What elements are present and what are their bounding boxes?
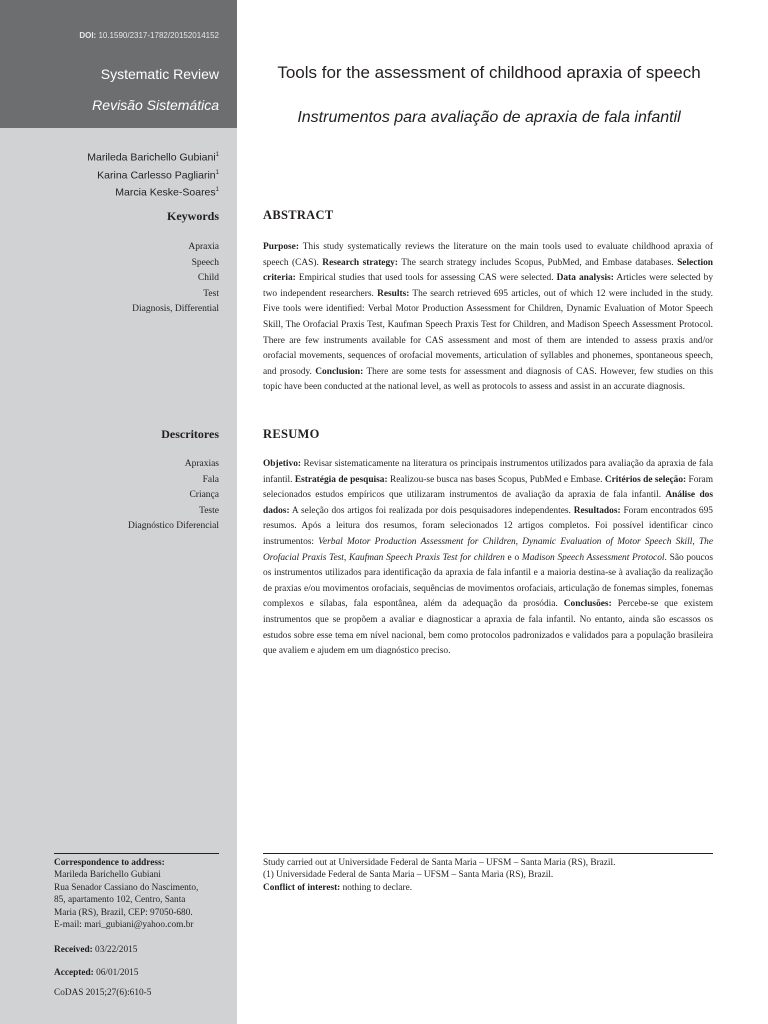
study-location-note: Study carried out at Universidade Federal de Santa Maria – UFSM – Santa Maria (RS), Brazil.	[263, 858, 616, 868]
article-title-pt: Instrumentos para avaliação de apraxia de fala infantil	[297, 109, 681, 126]
conflict-note: Conflict of interest: nothing to declare.	[263, 882, 413, 893]
doi-value: 10.1590/2317-1782/20152014152	[98, 31, 219, 40]
keyword: Apraxia	[188, 242, 219, 252]
correspondence-line: 85, apartamento 102, Centro, Santa	[54, 895, 186, 906]
footnote-divider	[263, 853, 713, 854]
descritor: Diagnóstico Diferencial	[127, 521, 219, 532]
doi-label: DOI:	[79, 31, 97, 40]
keywords-heading: Keywords	[167, 209, 219, 223]
descritor: Teste	[199, 505, 219, 516]
correspondence-line: Rua Senador Cassiano do Nascimento,	[54, 882, 199, 893]
author-name: Karina Carlesso Pagliarin$^1$	[97, 169, 219, 181]
received-date: Received: 03/22/2015	[54, 945, 138, 955]
keyword: Speech	[191, 257, 219, 268]
abstract-heading: ABSTRACT	[263, 208, 334, 222]
correspondence-line: Maria (RS), Brazil, CEP: 97050-680.	[54, 907, 193, 918]
keyword: Diagnosis, Differential	[132, 304, 219, 315]
article-title-en: Tools for the assessment of childhood apraxia of speech	[277, 63, 701, 82]
accepted-date: Accepted: 06/01/2015	[54, 968, 139, 978]
descritor: Criança	[189, 490, 219, 501]
correspondence-divider	[54, 853, 219, 854]
doi-line[interactable]	[79, 31, 219, 40]
author-list	[87, 148, 219, 201]
keyword: Child	[197, 273, 219, 284]
section-type-pt: Revisão Sistemática	[92, 97, 219, 113]
descritor: Apraxias	[184, 459, 219, 469]
abstract-body: Purpose: This study systematically reviews the literature on the main tools used to evaluate childhood apraxia of speech (CAS). Research strategy: The search strategy includes Scopus, PubMed, and Embase databases. Selection criteria: Empirical studies that used tools for assessing CAS were selected. Data analysis: Articles were selected by two independent researchers. Results: The search retrieved 695 articles, out of which 12 were included in the study. Five tools were identified: Verbal Motor Production Assessment for Children, Dynamic Evaluation of Motor Speech Skill, The Orofacial Praxis Test, Kaufman Speech Praxis Test for Children, and Madison Speech Assessment Protocol. There are few instruments available for CAS assessment and most of them are intended to assess praxis and/or orofacial movements, sequences of orofacial movements, articulation of syllables and phonemes, spontaneous speech, and prosody. Conclusion: There are some tests for assessment and diagnosis of CAS. However, few studies on this topic have been conducted at the national level, as well as protocols to assess and assist in an accurate diagnosis.	[263, 242, 714, 393]
keyword: Test	[203, 288, 219, 299]
journal-citation: CoDAS 2015;27(6):610-5	[54, 988, 152, 998]
correspondence-line: Marileda Barichello Gubiani	[54, 870, 161, 881]
author-name: Marcia Keske-Soares$^1$	[115, 186, 219, 199]
descritores-heading: Descritores	[161, 427, 219, 441]
resumo-heading: RESUMO	[263, 427, 320, 441]
affiliation-note: (1) Universidade Federal de Santa Maria – UFSM – Santa Maria (RS), Brazil.	[263, 870, 554, 881]
correspondence-email[interactable]: E-mail: mari_gubiani@yahoo.com.br	[54, 920, 194, 931]
keywords-list	[132, 240, 219, 318]
correspondence-label: Correspondence to address:	[54, 858, 165, 868]
footnotes	[263, 857, 713, 894]
section-type-en: Systematic Review	[100, 66, 219, 82]
descritor: Fala	[202, 474, 219, 485]
author-name: Marileda Barichello Gubiani$^1$	[87, 151, 219, 164]
descritores-list	[128, 457, 219, 535]
resumo-body: Objetivo: Revisar sistematicamente na literatura os principais instrumentos utilizados para avaliação da apraxia de fala infantil. Estratégia de pesquisa: Realizou-se busca nas bases Scopus, PubMed e Embase. Critérios de seleção: Foram selecionados estudos empíricos que utilizaram instrumentos de avaliação da apraxia de fala infantil. Análise dos dados: A seleção dos artigos foi realizada por dois pesquisadores independentes. Resultados: Foram encontrados 695 resumos. Após a leitura dos resumos, foram selecionados 12 artigos completos. Foi possível identificar cinco instrumentos: Verbal Motor Production Assessment for Children, Dynamic Evaluation of Motor Speech Skill, The Orofacial Praxis Test, Kaufman Speech Praxis Test for children e o Madison Speech Assessment Protocol. São poucos os instrumentos utilizados para identificação da apraxia de fala infantil e a maioria destina-se à avaliação da realização de praxias e/ou movimentos orofaciais, sequências de movimentos orofaciais, articulação de fonemas simples, fonemas complexos e sílabas, fala espontânea, além da adequação da prosódia. Conclusões: Percebe-se que existem instrumentos que se propõem a avaliar e diagnosticar a apraxia de fala infantil. No entanto, ainda são escassos os estudos sobre esse tema em nível nacional, bem como protocolos padronizados e validados para a população brasileira que avaliem e ajudem em um diagnóstico preciso.	[263, 459, 714, 657]
correspondence-block	[54, 857, 219, 931]
